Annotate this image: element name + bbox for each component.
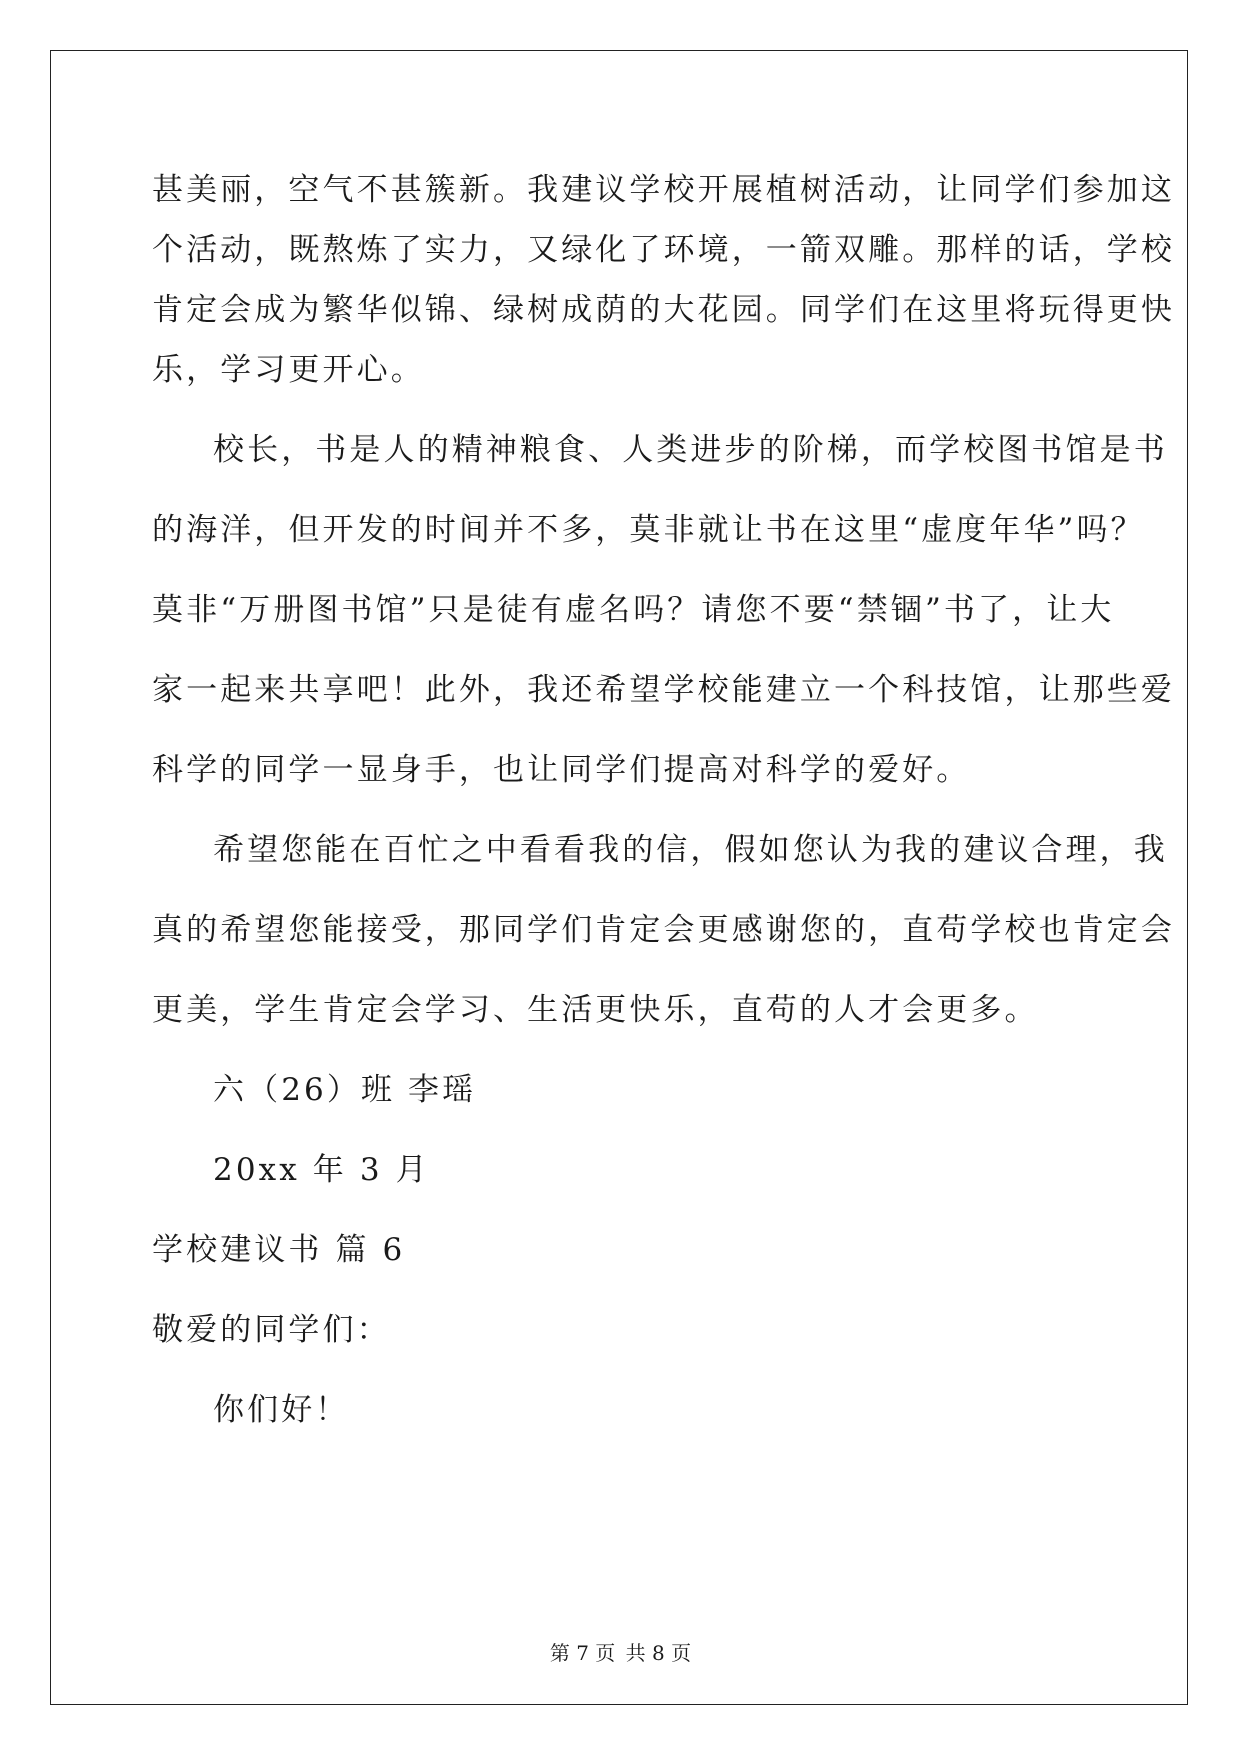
signature-date: 20xx 年 3 月 [213, 1152, 430, 1188]
page-footer [0, 1640, 1241, 1666]
salutation: 敬爱的同学们： [152, 1312, 391, 1348]
greeting: 你们好！ [213, 1392, 350, 1428]
body-line-3: 肯定会成为繁华似锦、绿树成荫的大花园。同学们在这里将玩得更快 [152, 292, 1175, 328]
body-line-8: 家一起来共享吧！此外，我还希望学校能建立一个科技馆，让那些爱 [152, 672, 1175, 708]
body-line-10: 希望您能在百忙之中看看我的信，假如您认为我的建议合理，我 [213, 832, 1168, 868]
body-line-7: 莫非“万册图书馆”只是徒有虚名吗？请您不要“禁锢”书了，让大 [152, 592, 1115, 628]
body-line-5: 校长，书是人的精神粮食、人类进步的阶梯，而学校图书馆是书 [213, 432, 1168, 468]
body-line-2: 个活动，既熬炼了实力，又绿化了环境，一箭双雕。那样的话，学校 [152, 232, 1175, 268]
body-line-6: 的海洋，但开发的时间并不多，莫非就让书在这里“虚度年华”吗？ [152, 512, 1145, 548]
body-line-12: 更美，学生肯定会学习、生活更快乐，直苟的人才会更多。 [152, 992, 1039, 1028]
body-line-4: 乐，学习更开心。 [152, 352, 425, 388]
body-line-11: 真的希望您能接受，那同学们肯定会更感谢您的，直苟学校也肯定会 [152, 912, 1175, 948]
signature-class-name: 六（26）班 李瑶 [213, 1072, 477, 1108]
page-number: 第 7 页 [549, 1641, 616, 1665]
body-line-9: 科学的同学一显身手，也让同学们提高对科学的爱好。 [152, 752, 971, 788]
body-line-1: 甚美丽，空气不甚簇新。我建议学校开展植树活动，让同学们参加这 [152, 172, 1175, 208]
section-heading: 学校建议书 篇 6 [152, 1232, 406, 1268]
page-total: 共 8 页 [625, 1641, 692, 1665]
